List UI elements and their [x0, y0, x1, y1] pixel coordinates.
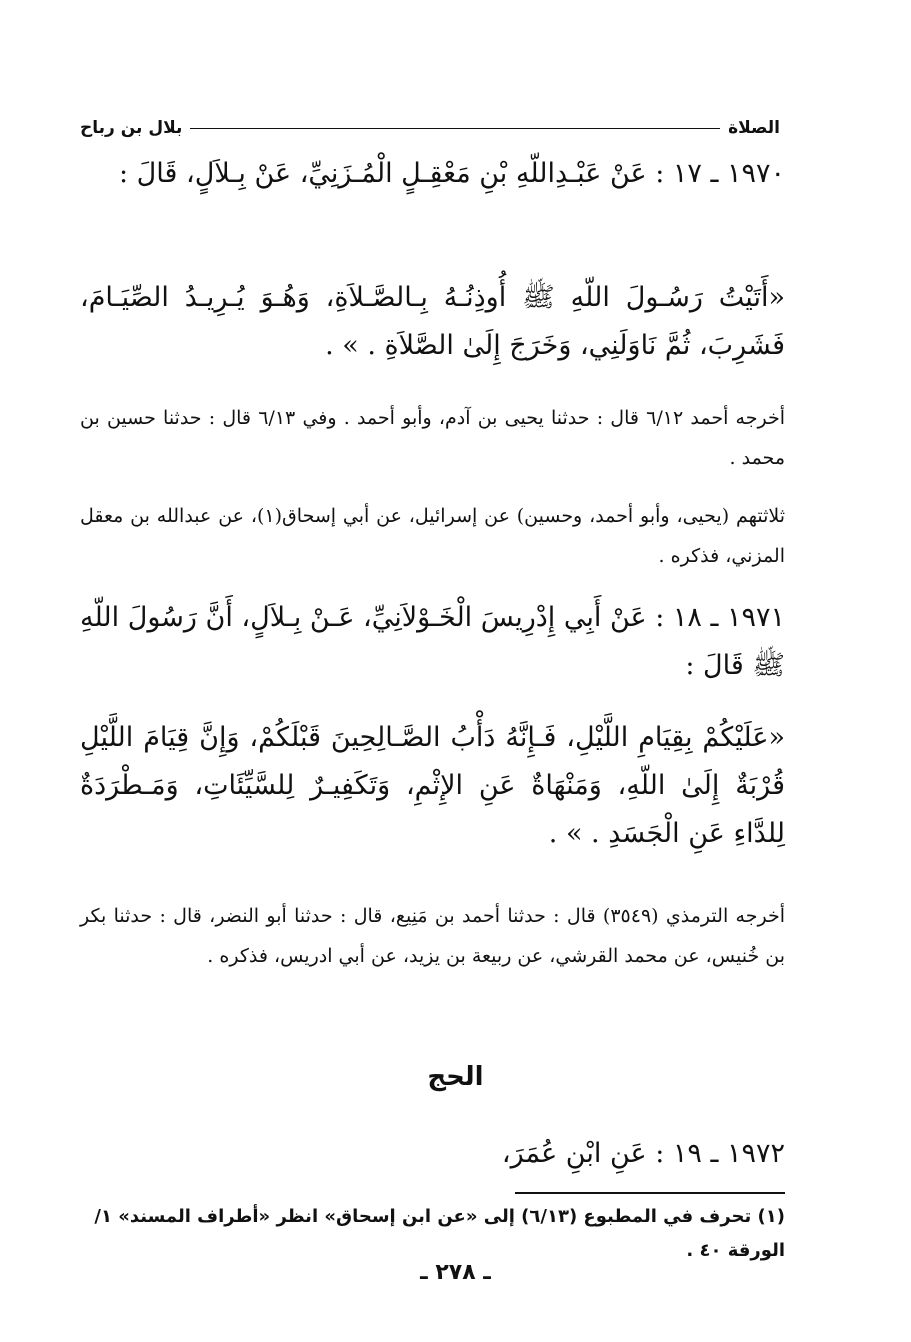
header-chapter: الصلاة: [728, 118, 780, 138]
entry-1970-takhrij: أخرجه أحمد ٦/١٢ قال : حدثنا يحيى بن آدم، وأبو أحمد . وفي ٦/١٣ قال : حدثنا حسين بن محمد .: [80, 407, 785, 469]
entry-1971-hadith: «عَلَيْكُمْ بِقِيَامِ اللَّيْلِ، فَـإِنَّهُ دَأْبُ الصَّـالِحِينَ قَبْلَكُمْ، وَإِنَّ قِيَامَ اللَّيْلِ قُرْبَةٌ إِلَىٰ اللّهِ، وَمَنْهَاةٌ عَنِ الإِثْمِ، وَتَكَفِيـرٌ لِلسَّيِّئَاتِ، وَمَـطْرَدَةٌ لِلدَّاءِ عَنِ الْجَسَدِ . » .: [80, 722, 785, 849]
running-header: [80, 114, 780, 142]
entry-1970-intro: ١٩٧٠ ـ ١٧ : عَنْ عَبْـدِاللّهِ بْنِ مَعْقِـلٍ الْمُـزَنِيِّ، عَنْ بِـلاَلٍ، قَالَ :: [118, 158, 785, 189]
header-section: بلال بن رباح: [80, 118, 183, 138]
entry-1970-takhrij-chain: ثلاثتهم (يحيى، وأبو أحمد، وحسين) عن إسرائيل، عن أبي إسحاق(١)، عن عبدالله بن معقل المزني، فذكره .: [80, 505, 785, 567]
footnote: (١) تحرف في المطبوع (٦/١٣) إلى «عن ابن إسحاق» انظر «أطراف المسند» ١/الورقة ٤٠ .: [94, 1206, 785, 1261]
header-rule: [190, 128, 720, 129]
entry-1971-intro: ١٩٧١ ـ ١٨ : عَنْ أَبِي إِدْرِيسَ الْخَـوْلاَنِيِّ، عَـنْ بِـلاَلٍ، أَنَّ رَسُولَ اللّهِ ﷺ قَالَ :: [79, 602, 785, 681]
entry-1971-takhrij: أخرجه الترمذي (٣٥٤٩) قال : حدثنا أحمد بن مَنِيع، قال : حدثنا أبو النضر، قال : حدثنا بكر بن خُنيس، عن محمد القرشي، عن ربيعة بن يزيد، عن أبي ادريس، فذكره .: [80, 905, 785, 967]
entry-1970-hadith: «أَتَيْتُ رَسُـولَ اللّهِ ﷺ أُوذِنُـهُ بِـالصَّـلاَةِ، وَهُـوَ يُـرِيـدُ الصِّيَـامَ، فَشَرِبَ، ثُمَّ نَاوَلَنِي، وَخَرَجَ إِلَىٰ الصَّلاَةِ . » .: [80, 282, 785, 361]
section-heading: الحج: [427, 1062, 484, 1092]
page-number: ـ ٢٧٨ ـ: [420, 1260, 491, 1285]
footnote-rule: [515, 1192, 785, 1194]
entry-1972-intro: ١٩٧٢ ـ ١٩ : عَنِ ابْنِ عُمَرَ،: [501, 1138, 785, 1169]
